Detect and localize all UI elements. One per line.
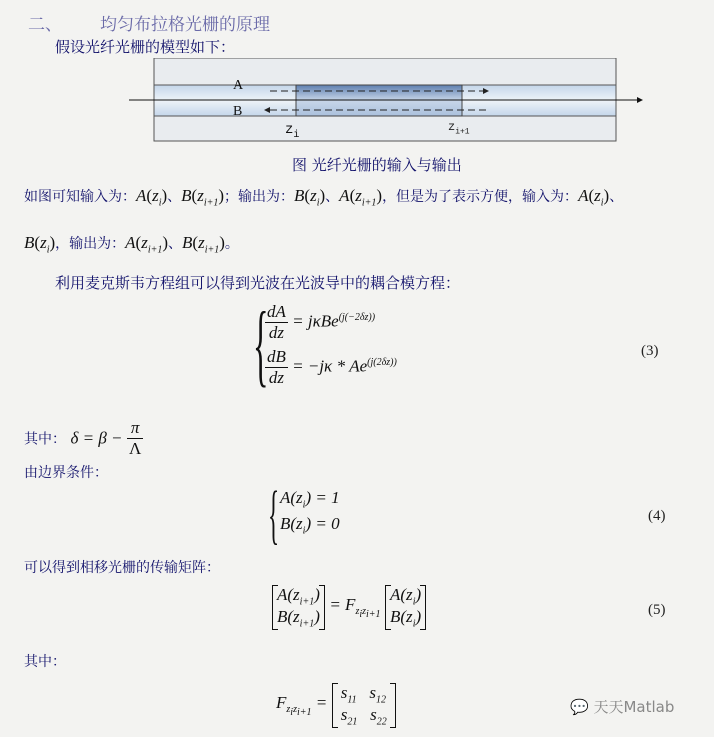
equation-3-tag: (3) (641, 343, 659, 359)
intro-text: 假设光纤光栅的模型如下： (55, 38, 236, 56)
label-zi1: $z_{i+1}$ (448, 120, 470, 137)
equation-4: { $A(z_i) = 1$ $B(z_i) = 0$ (268, 478, 340, 551)
f-matrix: $F_{z_iz_{i+1}}$ = $s_{11}$ $s_{12}$ $s_{21}$ $s_{22}$ (276, 683, 396, 728)
wechat-icon: 💬 (570, 698, 589, 716)
transfer-text: 可以得到相移光栅的传输矩阵： (24, 560, 220, 576)
boundary-text: 由边界条件： (24, 465, 108, 481)
where-delta: 其中： δ = β − $\frac{\pi}{\Lambda}$ (24, 418, 142, 458)
paragraph-io-2: $B(z_i)$，输出为：$A(z_{i+1})$、$B(z_{i+1})$。 (24, 233, 239, 256)
label-zi: $z_i$ (285, 122, 300, 141)
equation-3: { $\frac{dA}{dz}$ = jκBe$^{(j(-2\delta z))}$ $\frac{dB}{dz}$ = $-j\kappa * Ae^{(j(2\delta z))}$ (253, 293, 397, 395)
where-text: 其中： (24, 654, 66, 670)
equation-4-tag: (4) (648, 508, 666, 524)
label-b: B (233, 104, 243, 119)
watermark: 💬 天天Matlab (570, 698, 675, 716)
section-title: 均匀布拉格光栅的原理 (100, 15, 270, 35)
equation-5: $A(z_{i+1})$ $B(z_{i+1})$ = $F_{z_iz_{i+1}}$ $A(z_i)$ $B(z_i)$ (272, 585, 426, 630)
section-number: 二、 (28, 15, 62, 35)
paragraph-maxwell: 利用麦克斯韦方程组可以得到光波在光波导中的耦合模方程： (55, 274, 461, 292)
equation-5-tag: (5) (648, 602, 666, 618)
label-a: A (233, 78, 244, 93)
paragraph-io: 如图可知输入为：$A(z_i)$、$B(z_{i+1})$；输出为：$B(z_i)$、$A(z_{i+1})$，但是为了表示方便，输入为：$A(z_i)$、 (24, 186, 624, 209)
section-heading (28, 10, 270, 35)
fiber-grating-diagram (125, 58, 645, 146)
figure-caption: 图 光纤光栅的输入与输出 (292, 156, 462, 174)
